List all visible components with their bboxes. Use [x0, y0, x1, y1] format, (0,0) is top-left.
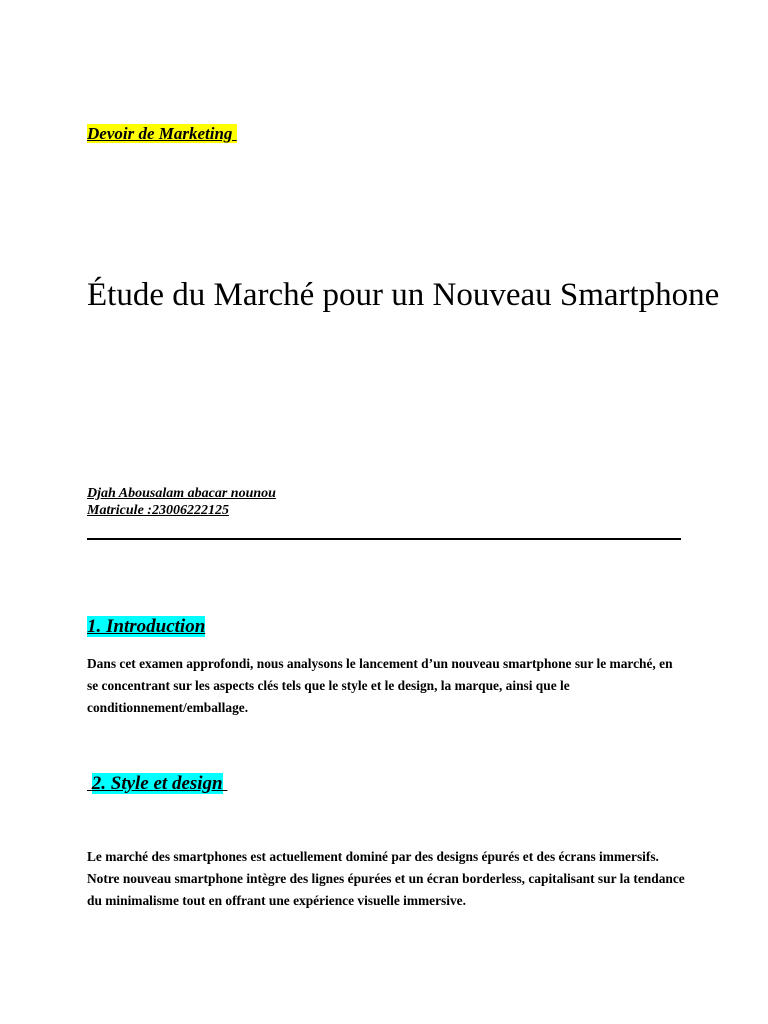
- section-heading-introduction: [87, 616, 205, 638]
- section-heading-text: 2. Style et design: [91, 773, 223, 794]
- section-heading-text: 1. Introduction: [87, 616, 206, 637]
- assignment-label-text: Devoir de Marketing: [87, 124, 237, 143]
- assignment-label: [87, 124, 237, 144]
- author-name: Djah Abousalam abacar nounou: [87, 486, 276, 501]
- section-paragraph-style-design: Le marché des smartphones est actuellement dominé par des designs épurés et des écrans immersifs. Notre nouveau smartphone intègre des lignes épurées et un écran borderless, capitalisant sur la tendance du minimalisme tout en offrant une expérience visuelle immersive.: [87, 849, 685, 908]
- section-paragraph-introduction: Dans cet examen approfondi, nous analysons le lancement d’un nouveau smartphone sur le marché, en se concentrant sur les aspects clés tels que le style et le design, la marque, ainsi que le conditionnement/emballage.: [87, 656, 673, 715]
- horizontal-divider: [87, 538, 681, 540]
- section-heading-style-design: [87, 773, 227, 795]
- section-heading-suffix: [223, 773, 228, 794]
- author-block: [87, 485, 276, 519]
- author-matricule: Matricule :23006222125: [87, 503, 229, 518]
- document-title: Étude du Marché pour un Nouveau Smartphone: [87, 277, 720, 313]
